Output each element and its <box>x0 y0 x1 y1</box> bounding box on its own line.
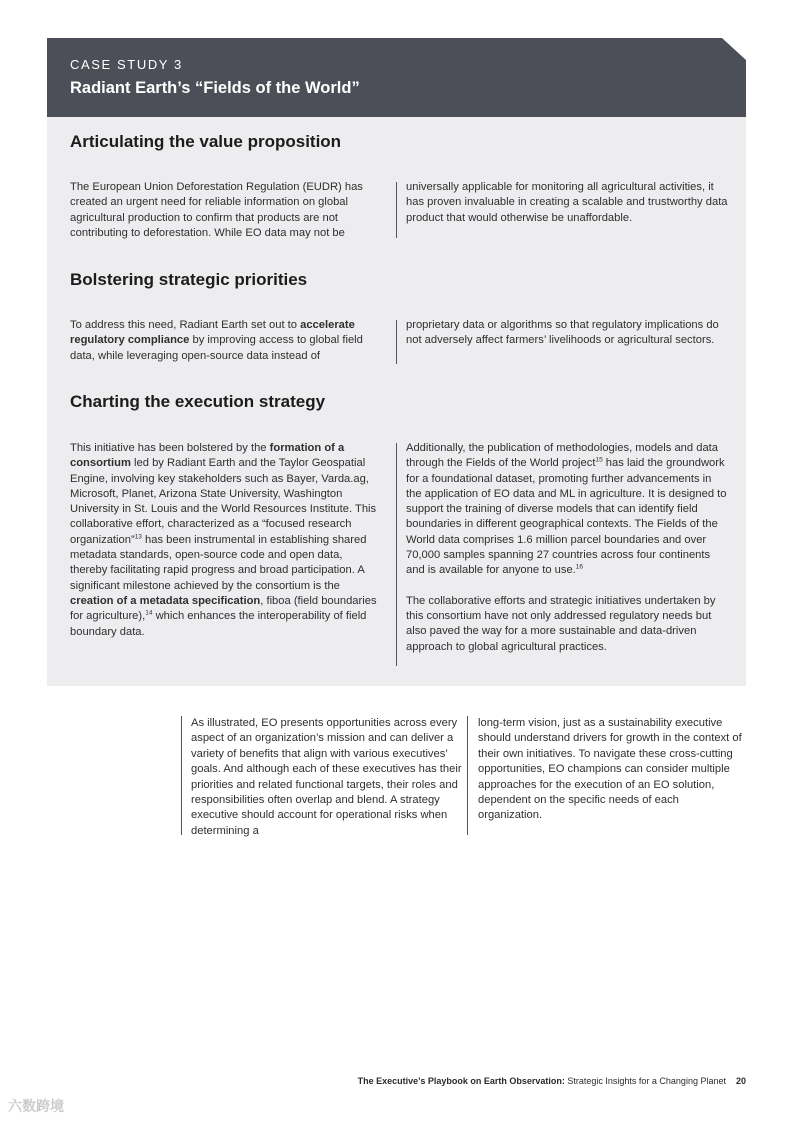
section3-right-paragraph-2: The collaborative efforts and strategic initiatives undertaken by this consortium have not only addressed regulatory needs but also paved the way for a more sustainable and data-driven approach to global agricultural practices. <box>406 594 716 653</box>
section3-left-text <box>70 441 380 640</box>
body-left-paragraph: As illustrated, EO presents opportunities across every aspect of an organization’s mission and can deliver a variety of benefits that align with various executives’ goals. And although each of these executives has their priorities and related functional targets, their roles and responsibilities often overlap and blend. A strategy executive should account for operational risks when determining a <box>191 717 462 837</box>
body-right-text <box>478 716 746 824</box>
case-study-header-band <box>47 38 746 117</box>
footnote-ref-14: 14 <box>145 609 153 617</box>
column-divider <box>396 443 397 666</box>
case-study-label: CASE STUDY 3 <box>70 57 183 72</box>
column-divider <box>467 716 468 835</box>
footnote-ref-15: 15 <box>595 456 603 464</box>
highlight-metadata-spec: creation of a metadata specification <box>70 594 261 607</box>
section-heading-execution-strategy: Charting the execution strategy <box>70 392 326 411</box>
watermark-logo: 六数跨境 <box>8 1098 64 1114</box>
column-divider <box>396 320 397 364</box>
page-number: 20 <box>735 1076 746 1086</box>
section-heading-strategic-priorities: Bolstering strategic priorities <box>70 270 308 289</box>
section3-right-paragraph-1: Additionally, the publication of methodologies, models and data through the Fields of the World project$^{15}$ has laid the groundwork for a foundational dataset, promoting further advancements in the application of EO data and ML in agriculture. It is designed to support the training of diverse models that can identify field boundaries in different geographical contexts. The Fields of the World data comprises 1.6 million parcel boundaries and over 70,000 samples spanning 27 countries across four continents and is available for anyone to use.$^{16}$ <box>406 442 727 577</box>
section1-left-paragraph: The European Union Deforestation Regulation (EUDR) has created an urgent need for reliable information on global agricultural production to confirm that products are not contributing to deforestation. While EO data may not be <box>70 181 363 239</box>
highlight-accelerate-compliance: accelerate regulatory compliance <box>70 319 355 347</box>
section2-right-paragraph: proprietary data or algorithms so that regulatory implications do not adversely affect farmers’ livelihoods or agricultural sectors. <box>406 319 719 347</box>
section1-left-text <box>70 180 380 241</box>
section3-right-text <box>406 441 728 655</box>
body-left-text <box>191 716 463 839</box>
footnote-ref-13: 13 <box>134 533 142 541</box>
body-right-paragraph: long-term vision, just as a sustainability executive should understand drivers for growth in the context of their own initiatives. To navigate these cross-cutting opportunities, EO champions can consider multiple approaches for the execution of an EO solution, dependent on the specific needs of each organization. <box>478 717 742 822</box>
footer-publication-subtitle: Strategic Insights for a Changing Planet <box>564 1076 726 1086</box>
section2-right-text <box>406 318 728 349</box>
section1-right-text <box>406 180 728 226</box>
section1-right-paragraph: universally applicable for monitoring all agricultural activities, it has proven invaluable in creating a scalable and trustworthy data product that would otherwise be unaffordable. <box>406 181 728 224</box>
footnote-ref-16: 16 <box>575 563 584 571</box>
section3-left-paragraph: This initiative has been bolstered by the formation of a consortium led by Radiant Earth and the Taylor Geospatial Engine, involving key stakeholders such as Bayer, Varda.ag, Microsoft, Planet, Arizona State University, Washington University in St. Louis and the World Resources Institute. This collaborative effort, characterized as a “focused research organization”$^{13}$ has been instrumental in establishing shared metadata standards, open-source code and open data, thereby facilitating rapid progress and broad participation. A significant milestone achieved by the consortium is the creation of a metadata specification, fiboa (field boundaries for agriculture),$^{14}$ which enhances the interoperability of field boundary data. <box>70 442 377 638</box>
column-divider <box>181 716 182 835</box>
section-heading-value-proposition: Articulating the value proposition <box>70 132 342 151</box>
section2-left-text <box>70 318 380 364</box>
page-footer <box>358 1076 746 1086</box>
case-study-title: Radiant Earth’s “Fields of the World” <box>70 79 360 97</box>
section2-left-paragraph: To address this need, Radiant Earth set out to accelerate regulatory compliance by improving access to global field data, while leveraging open-source data instead of <box>70 319 363 362</box>
footer-publication-title: The Executive’s Playbook on Earth Observation: <box>357 1076 565 1086</box>
column-divider <box>396 182 397 238</box>
highlight-consortium: formation of a consortium <box>70 442 345 470</box>
